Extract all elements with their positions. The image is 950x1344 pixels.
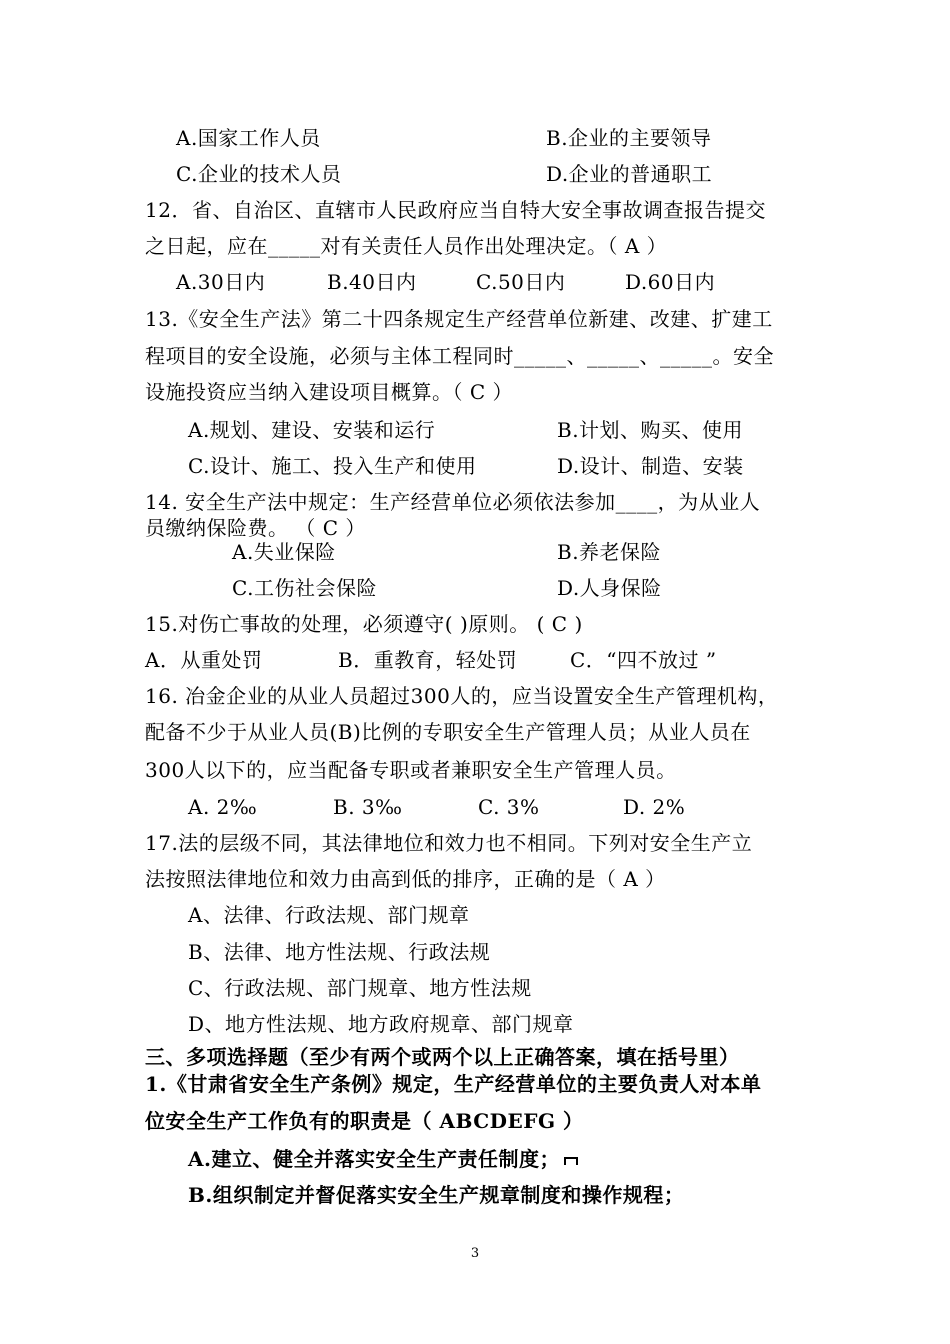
q12-text-line1: 12．省、自治区、直辖市人民政府应当自特大安全事故调查报告提交 (145, 198, 766, 222)
q17-option-d: D、地方性法规、地方政府规章、部门规章 (188, 1012, 574, 1036)
q16-option-b: B. 3‰ (333, 795, 403, 819)
q14-text-line1: 14. 安全生产法中规定：生产经营单位必须依法参加____，为从业人 (145, 490, 761, 514)
q11-option-d: D.企业的普通职工 (546, 162, 713, 186)
page-number: 3 (470, 1246, 480, 1261)
q16-text-line3: 300人以下的，应当配备专职或者兼职安全生产管理人员。 (145, 758, 677, 782)
section3-heading: 三、多项选择题（至少有两个或两个以上正确答案，填在括号里） (145, 1045, 740, 1069)
q15-text-line1: 15.对伤亡事故的处理，必须遵守( )原则。 ( C ) (145, 612, 583, 636)
s3-q1-option-a-row (188, 1145, 578, 1173)
q17-option-b: B、法律、地方性法规、行政法规 (188, 940, 491, 964)
q12-option-b: B.40日内 (327, 270, 417, 294)
q14-option-a: A.失业保险 (232, 540, 336, 564)
q11-option-c: C.企业的技术人员 (176, 162, 342, 186)
q14-text-line2: 员缴纳保险费。 （ C ） (145, 516, 366, 540)
s3-q1-text-line2: 位安全生产工作负有的职责是（ ABCDEFG ） (145, 1109, 584, 1133)
q15-option-c: C．“四不放过 ” (570, 648, 717, 672)
q14-option-c: C.工伤社会保险 (232, 576, 377, 600)
q17-option-c: C、行政法规、部门规章、地方性法规 (188, 976, 532, 1000)
q16-option-c: C. 3% (478, 795, 540, 819)
q17-text-line2: 法按照法律地位和效力由高到低的排序，正确的是（ A ） (145, 867, 666, 891)
q12-option-c: C.50日内 (476, 270, 566, 294)
q13-option-c: C.设计、施工、投入生产和使用 (188, 454, 477, 478)
q13-option-a: A.规划、建设、安装和运行 (188, 418, 436, 442)
q15-option-b: B．重教育，轻处罚 (338, 648, 518, 672)
q17-option-a: A、法律、行政法规、部门规章 (188, 903, 470, 927)
q12-option-a: A.30日内 (176, 270, 266, 294)
q17-text-line1: 17.法的层级不同，其法律地位和效力也不相同。下列对安全生产立 (145, 831, 753, 855)
q13-option-b: B.计划、购买、使用 (557, 418, 744, 442)
q13-option-d: D.设计、制造、安装 (557, 454, 744, 478)
q13-text-line2: 程项目的安全设施，必须与主体工程同时_____、_____、_____。安全 (145, 344, 774, 368)
q13-text-line3: 设施投资应当纳入建设项目概算。（ C ） (145, 380, 514, 404)
q16-text-line2: 配备不少于从业人员(B)比例的专职安全生产管理人员；从业人员在 (145, 720, 751, 744)
q11-option-a: A.国家工作人员 (176, 126, 321, 150)
q16-text-line1: 16. 冶金企业的从业人员超过300人的，应当设置安全生产管理机构， (145, 684, 779, 708)
s3-q1-option-a: A.建立、健全并落实安全生产责任制度； (188, 1147, 560, 1171)
s3-q1-option-b: B.组织制定并督促落实安全生产规章制度和操作规程； (188, 1183, 685, 1207)
q16-option-a: A. 2‰ (188, 795, 258, 819)
q13-text-line1: 13.《安全生产法》第二十四条规定生产经营单位新建、改建、扩建工 (145, 307, 773, 331)
q14-option-b: B.养老保险 (557, 540, 662, 564)
q12-text-line2: 之日起，应在_____对有关责任人员作出处理决定。（ A ） (145, 234, 668, 258)
cursor-mark-icon (564, 1157, 578, 1165)
q16-option-d: D. 2% (623, 795, 686, 819)
q15-option-a: A．从重处罚 (145, 648, 263, 672)
q12-option-d: D.60日内 (625, 270, 716, 294)
s3-q1-text-line1: 1.《甘肃省安全生产条例》规定，生产经营单位的主要负责人对本单 (145, 1072, 762, 1096)
q14-option-d: D.人身保险 (557, 576, 662, 600)
q11-option-b: B.企业的主要领导 (546, 126, 712, 150)
